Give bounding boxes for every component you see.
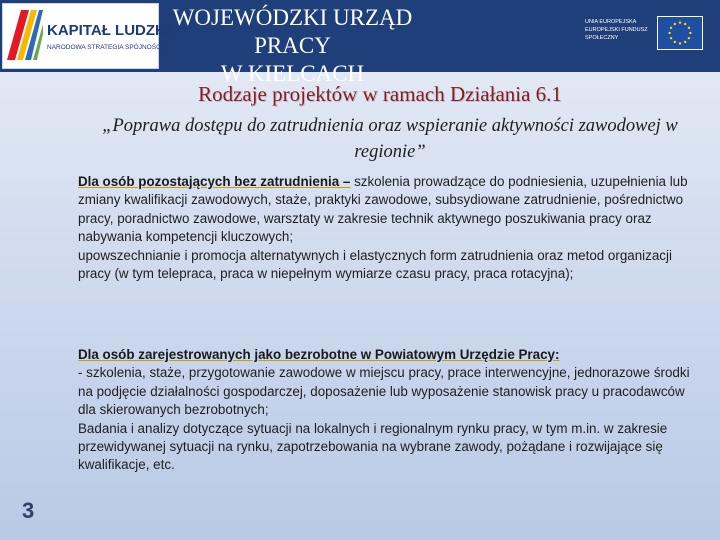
section-registered [78, 346, 698, 475]
kapital-ludzki-stripes-icon [7, 10, 43, 60]
header-bar [0, 0, 720, 86]
eu-logo [585, 16, 703, 50]
header-title [160, 4, 425, 88]
section-unemployed-text2: upowszechnianie i promocja alternatywnych i elastycznych form zatrudnienia oraz metod organizacji pracy (w tym telepraca, praca w niepełnym wymiarze czasu pracy, praca rotacyjna); [78, 247, 672, 282]
section-unemployed-lead: Dla osób pozostających bez zatrudnienia – [78, 174, 351, 189]
section-registered-text: - szkolenia, staże, przygotowanie zawodowe w miejscu pracy, prace interwencyjne, jednorazowe środki na podjęcie działalności gospodarczej, doposażenie lub wyposażenie stanowisk pracy u pracodawców dla skierowanych bezrobotnych; [78, 365, 690, 418]
slide-subtitle: „Poprawa dostępu do zatrudnienia oraz wspieranie aktywności zawodowej w regionie” [102, 116, 678, 162]
header-title-line1: WOJEWÓDZKI URZĄD PRACY [172, 5, 413, 58]
eu-logo-text: UNIA EUROPEJSKA EUROPEJSKI FUNDUSZ SPOŁECZNY [585, 19, 648, 41]
page-number: 3 [22, 498, 35, 523]
kapital-ludzki-subtitle: NARODOWA STRATEGIA SPÓJNOŚCI [47, 44, 163, 51]
section-unemployed-text: szkolenia prowadzące do podniesienia, uzupełnienia lub zmiany kwalifikacji zawodowych, staże, praktyki zawodowe, subsydiowane zatrudnienie, pośrednictwo pracy, poradnictwo zawodowe, warsztaty w zakresie technik aktywnego poszukiwania pracy oraz nabywania kompetencji kluczowych; [78, 174, 688, 245]
kapital-ludzki-logo [2, 3, 171, 69]
section-registered-lead: Dla osób zarejestrowanych jako bezrobotne w Powiatowym Urzędzie Pracy: [78, 347, 560, 362]
section-registered-text2: Badania i analizy dotyczące sytuacji na lokalnych i regionalnym rynku pracy, w tym m.in. w zakresie przewidywanej sytuacji na rynku, zapotrzebowania na wybrane zawody, pożądane i rozwijające się kwalifikacje, etc. [78, 420, 668, 473]
section-unemployed [78, 173, 698, 283]
kapital-ludzki-title: KAPITAŁ LUDZKI [47, 22, 171, 39]
header-title-line2: W KIELCACH [220, 61, 365, 86]
eu-flag-icon [657, 16, 703, 50]
slide-title: Rodzaje projektów w ramach Działania 6.1 [198, 82, 562, 106]
